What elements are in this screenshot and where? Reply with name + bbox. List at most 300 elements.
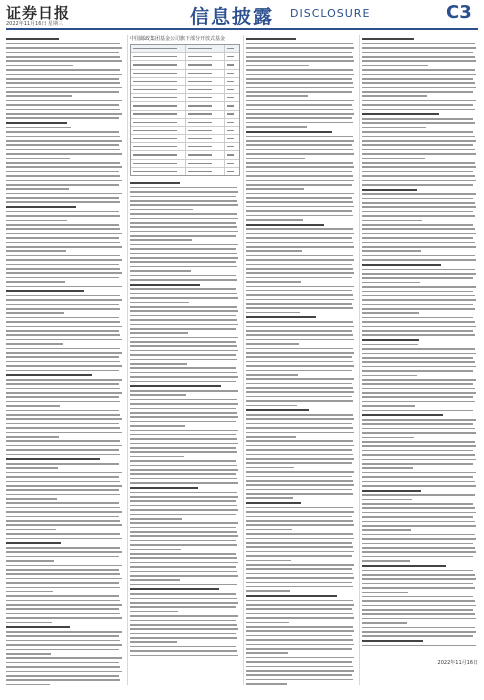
text-line bbox=[246, 246, 354, 248]
text-line bbox=[6, 175, 120, 177]
table-cell bbox=[225, 61, 239, 68]
table-row bbox=[131, 61, 239, 69]
text-line bbox=[6, 511, 122, 513]
table-cell bbox=[225, 102, 239, 109]
text-line bbox=[362, 162, 475, 164]
text-line bbox=[6, 149, 120, 151]
text-line bbox=[6, 352, 122, 354]
text-line bbox=[6, 436, 59, 438]
text-line bbox=[130, 226, 237, 228]
text-line bbox=[362, 570, 473, 572]
table-cell bbox=[131, 86, 186, 93]
text-line bbox=[6, 649, 119, 651]
text-line bbox=[6, 304, 119, 306]
text-line bbox=[6, 542, 61, 544]
table-cell bbox=[225, 143, 239, 150]
text-line bbox=[362, 140, 476, 142]
text-line bbox=[246, 657, 354, 659]
text-line bbox=[6, 162, 120, 164]
text-line bbox=[6, 502, 119, 504]
text-line bbox=[246, 100, 354, 102]
text-line bbox=[6, 653, 51, 655]
text-line bbox=[362, 344, 418, 346]
text-line bbox=[246, 153, 354, 155]
article-column-3 bbox=[246, 35, 356, 685]
column-separator bbox=[243, 35, 244, 685]
table-cell bbox=[186, 119, 225, 126]
table-cell bbox=[131, 151, 186, 158]
text-line bbox=[362, 74, 476, 76]
text-line bbox=[130, 200, 237, 202]
text-line bbox=[362, 467, 413, 469]
text-line bbox=[246, 418, 354, 420]
text-line bbox=[246, 201, 353, 203]
text-line bbox=[6, 193, 122, 195]
text-line bbox=[6, 211, 119, 213]
text-line bbox=[6, 547, 120, 549]
table-cell bbox=[225, 53, 239, 60]
text-line bbox=[362, 353, 476, 355]
text-line bbox=[6, 374, 92, 376]
text-line bbox=[130, 527, 236, 529]
text-line bbox=[6, 485, 122, 487]
text-line bbox=[6, 104, 119, 106]
text-line bbox=[246, 683, 287, 685]
text-line bbox=[6, 171, 119, 173]
text-line bbox=[362, 136, 475, 138]
text-line bbox=[246, 144, 352, 146]
table-cell bbox=[225, 78, 239, 85]
table-cell bbox=[131, 102, 186, 109]
text-line bbox=[6, 498, 57, 500]
text-line bbox=[362, 250, 421, 252]
text-line bbox=[362, 122, 475, 124]
text-line bbox=[362, 375, 417, 377]
text-line bbox=[246, 560, 291, 562]
table-cell bbox=[186, 151, 225, 158]
text-line bbox=[362, 334, 475, 336]
text-line bbox=[130, 257, 238, 259]
text-line bbox=[362, 414, 443, 416]
text-line bbox=[362, 47, 476, 49]
text-line bbox=[6, 224, 119, 226]
text-line bbox=[362, 640, 423, 642]
table-row bbox=[131, 127, 239, 135]
text-line bbox=[246, 117, 352, 119]
text-line bbox=[6, 166, 122, 168]
text-line bbox=[362, 635, 473, 637]
text-line bbox=[130, 253, 237, 255]
text-line bbox=[6, 640, 120, 642]
text-line bbox=[246, 299, 354, 301]
text-line bbox=[362, 613, 475, 615]
text-line bbox=[246, 228, 353, 230]
text-line bbox=[246, 423, 352, 425]
text-line bbox=[6, 281, 65, 283]
text-line bbox=[130, 196, 236, 198]
table-cell bbox=[131, 119, 186, 126]
text-line bbox=[130, 620, 236, 622]
text-line bbox=[6, 383, 119, 385]
text-line bbox=[130, 487, 198, 489]
text-line bbox=[246, 122, 353, 124]
text-line bbox=[6, 365, 122, 367]
text-line bbox=[362, 410, 473, 412]
text-line bbox=[246, 188, 304, 190]
text-line bbox=[130, 279, 237, 281]
text-line bbox=[362, 534, 475, 536]
text-line bbox=[362, 144, 473, 146]
text-line bbox=[362, 432, 476, 434]
text-line bbox=[246, 69, 353, 71]
text-line bbox=[362, 184, 473, 186]
text-line bbox=[246, 533, 353, 535]
text-line bbox=[246, 551, 354, 553]
text-line bbox=[246, 520, 353, 522]
fund-table-title: 中国邮政集团基金公司旗下部分开放式基金 bbox=[130, 36, 226, 42]
text-line bbox=[246, 60, 354, 62]
text-line bbox=[362, 538, 476, 540]
text-line bbox=[130, 359, 237, 361]
table-cell bbox=[131, 143, 186, 150]
text-line bbox=[130, 509, 238, 511]
text-line bbox=[130, 182, 180, 184]
text-line bbox=[6, 286, 122, 288]
text-line bbox=[6, 87, 122, 89]
text-line bbox=[362, 38, 414, 40]
text-line bbox=[246, 586, 353, 588]
text-line bbox=[246, 666, 353, 668]
text-line bbox=[246, 652, 288, 654]
text-line bbox=[6, 201, 120, 203]
text-line bbox=[246, 294, 353, 296]
text-line bbox=[362, 87, 476, 89]
text-line bbox=[362, 361, 475, 363]
table-cell bbox=[131, 168, 186, 175]
text-line bbox=[130, 469, 238, 471]
table-cell bbox=[186, 102, 225, 109]
text-line bbox=[130, 302, 189, 304]
text-line bbox=[130, 248, 236, 250]
text-line bbox=[6, 52, 119, 54]
text-line bbox=[246, 303, 352, 305]
text-line bbox=[6, 47, 122, 49]
text-line bbox=[130, 390, 238, 392]
text-line bbox=[6, 657, 122, 659]
text-line bbox=[130, 332, 188, 334]
text-line bbox=[362, 206, 476, 208]
text-line bbox=[6, 268, 120, 270]
text-line bbox=[362, 481, 475, 483]
text-line bbox=[130, 566, 236, 568]
text-line bbox=[246, 529, 292, 531]
text-line bbox=[362, 472, 476, 474]
text-line bbox=[6, 91, 119, 93]
text-line bbox=[362, 330, 473, 332]
text-line bbox=[6, 388, 120, 390]
text-line bbox=[130, 385, 221, 387]
text-line bbox=[246, 493, 353, 495]
text-line bbox=[130, 191, 238, 193]
text-line bbox=[130, 266, 237, 268]
table-cell bbox=[186, 160, 225, 167]
text-line bbox=[246, 250, 302, 252]
text-line bbox=[362, 264, 441, 266]
text-line bbox=[6, 140, 122, 142]
text-line bbox=[130, 328, 236, 330]
text-line bbox=[246, 679, 353, 681]
text-line bbox=[6, 622, 52, 624]
text-line bbox=[362, 304, 473, 306]
text-line bbox=[246, 516, 352, 518]
text-line bbox=[246, 661, 352, 663]
text-line bbox=[246, 264, 352, 266]
text-line bbox=[130, 345, 237, 347]
text-line bbox=[246, 378, 354, 380]
text-line bbox=[130, 310, 238, 312]
text-line bbox=[130, 231, 238, 233]
text-line bbox=[130, 399, 237, 401]
text-line bbox=[6, 188, 69, 190]
text-line bbox=[6, 410, 119, 412]
text-line bbox=[6, 184, 119, 186]
table-cell bbox=[186, 53, 225, 60]
text-line bbox=[130, 615, 238, 617]
text-line bbox=[130, 571, 237, 573]
text-line bbox=[6, 330, 119, 332]
text-line bbox=[6, 569, 119, 571]
text-line bbox=[6, 69, 120, 71]
text-line bbox=[362, 312, 419, 314]
text-line bbox=[362, 388, 475, 390]
text-line bbox=[362, 233, 476, 235]
text-line bbox=[130, 213, 237, 215]
text-line bbox=[6, 608, 119, 610]
text-line bbox=[246, 326, 354, 328]
text-line bbox=[6, 82, 120, 84]
text-line bbox=[6, 556, 119, 558]
text-line bbox=[130, 482, 238, 484]
text-line bbox=[246, 131, 332, 133]
text-line bbox=[362, 392, 476, 394]
text-line bbox=[362, 401, 475, 403]
text-line bbox=[246, 91, 352, 93]
table-cell bbox=[186, 168, 225, 175]
text-line bbox=[246, 87, 354, 89]
text-line bbox=[246, 171, 352, 173]
text-line bbox=[362, 308, 475, 310]
text-line bbox=[362, 574, 475, 576]
text-line bbox=[130, 315, 236, 317]
text-line bbox=[130, 376, 238, 378]
table-cell bbox=[186, 127, 225, 134]
text-line bbox=[362, 339, 419, 341]
masthead-rule bbox=[6, 28, 478, 30]
text-line bbox=[362, 618, 476, 620]
article-column-1 bbox=[6, 35, 124, 685]
text-line bbox=[130, 425, 185, 427]
table-cell bbox=[225, 119, 239, 126]
text-line bbox=[362, 43, 475, 45]
text-line bbox=[362, 512, 476, 514]
text-line bbox=[6, 264, 119, 266]
text-line bbox=[6, 463, 119, 465]
text-line bbox=[362, 100, 476, 102]
text-line bbox=[130, 447, 236, 449]
text-line bbox=[130, 473, 236, 475]
text-line bbox=[246, 436, 296, 438]
text-line bbox=[362, 485, 476, 487]
text-line bbox=[246, 502, 301, 504]
text-line bbox=[362, 592, 408, 594]
text-line bbox=[130, 275, 236, 277]
text-line bbox=[246, 259, 354, 261]
text-line bbox=[130, 650, 237, 652]
text-line bbox=[130, 544, 237, 546]
text-line bbox=[246, 268, 353, 270]
text-line bbox=[6, 56, 120, 58]
text-line bbox=[246, 617, 354, 619]
text-line bbox=[362, 60, 476, 62]
text-line bbox=[246, 113, 354, 115]
text-line bbox=[362, 348, 475, 350]
text-line bbox=[246, 206, 354, 208]
text-line bbox=[362, 437, 414, 439]
text-line bbox=[6, 405, 60, 407]
text-line bbox=[246, 409, 309, 411]
text-line bbox=[6, 60, 122, 62]
text-line bbox=[130, 244, 238, 246]
text-line bbox=[246, 405, 297, 407]
text-line bbox=[362, 166, 476, 168]
table-cell bbox=[225, 86, 239, 93]
table-cell bbox=[131, 135, 186, 142]
text-line bbox=[6, 666, 120, 668]
table-cell bbox=[131, 45, 186, 52]
table-cell bbox=[186, 94, 225, 101]
text-line bbox=[246, 471, 354, 473]
text-line bbox=[130, 557, 237, 559]
text-line bbox=[130, 412, 237, 414]
text-line bbox=[6, 122, 67, 124]
text-line bbox=[130, 598, 237, 600]
text-line bbox=[246, 476, 352, 478]
text-line bbox=[246, 136, 353, 138]
table-cell bbox=[186, 135, 225, 142]
text-line bbox=[6, 334, 120, 336]
text-line bbox=[246, 215, 353, 217]
text-line bbox=[130, 456, 184, 458]
table-cell bbox=[225, 111, 239, 118]
text-line bbox=[130, 514, 236, 516]
text-line bbox=[246, 613, 353, 615]
text-line bbox=[246, 321, 353, 323]
text-line bbox=[130, 500, 236, 502]
text-line bbox=[246, 255, 353, 257]
text-line bbox=[6, 613, 120, 615]
table-cell bbox=[225, 168, 239, 175]
text-line bbox=[362, 321, 475, 323]
text-line bbox=[130, 633, 236, 635]
text-line bbox=[130, 549, 181, 551]
text-line bbox=[246, 546, 353, 548]
text-line bbox=[362, 255, 475, 257]
text-line bbox=[362, 370, 473, 372]
table-row bbox=[131, 78, 239, 86]
text-line bbox=[362, 405, 415, 407]
text-line bbox=[130, 535, 238, 537]
table-cell bbox=[131, 53, 186, 60]
text-line bbox=[130, 209, 193, 211]
text-line bbox=[246, 38, 296, 40]
text-line bbox=[362, 521, 475, 523]
text-line bbox=[6, 348, 120, 350]
text-line bbox=[246, 343, 299, 345]
table-row bbox=[131, 151, 239, 159]
text-line bbox=[362, 65, 428, 67]
table-cell bbox=[186, 86, 225, 93]
text-line bbox=[6, 246, 122, 248]
masthead bbox=[0, 0, 484, 30]
text-line bbox=[246, 458, 354, 460]
text-line bbox=[130, 270, 191, 272]
text-line bbox=[6, 679, 120, 681]
text-line bbox=[362, 224, 473, 226]
text-line bbox=[246, 467, 294, 469]
text-line bbox=[362, 228, 475, 230]
text-line bbox=[246, 219, 303, 221]
text-line bbox=[6, 144, 119, 146]
text-line bbox=[362, 490, 421, 492]
text-line bbox=[6, 242, 120, 244]
text-line bbox=[246, 440, 353, 442]
text-line bbox=[130, 288, 236, 290]
text-line bbox=[130, 293, 237, 295]
text-line bbox=[362, 596, 473, 598]
text-line bbox=[6, 215, 120, 217]
text-line bbox=[362, 507, 475, 509]
table-cell bbox=[186, 61, 225, 68]
text-line bbox=[6, 516, 119, 518]
text-line bbox=[246, 277, 352, 279]
text-line bbox=[130, 606, 236, 608]
text-line bbox=[6, 127, 71, 129]
text-line bbox=[130, 204, 238, 206]
text-line bbox=[246, 52, 352, 54]
column-separator bbox=[127, 35, 128, 685]
text-line bbox=[246, 454, 353, 456]
section-title: 信息披露 bbox=[190, 6, 275, 28]
text-line bbox=[6, 529, 56, 531]
text-line bbox=[246, 648, 352, 650]
text-line bbox=[362, 609, 473, 611]
text-line bbox=[6, 153, 122, 155]
text-line bbox=[246, 608, 352, 610]
table-cell bbox=[225, 135, 239, 142]
text-line bbox=[6, 578, 122, 580]
text-line bbox=[362, 454, 475, 456]
text-line bbox=[130, 306, 237, 308]
column-separator bbox=[359, 35, 360, 685]
text-line bbox=[246, 56, 353, 58]
text-line bbox=[246, 307, 353, 309]
text-line bbox=[246, 670, 354, 672]
text-line bbox=[6, 604, 122, 606]
table-cell bbox=[131, 127, 186, 134]
text-line bbox=[362, 153, 476, 155]
text-line bbox=[246, 95, 308, 97]
text-line bbox=[362, 583, 473, 585]
